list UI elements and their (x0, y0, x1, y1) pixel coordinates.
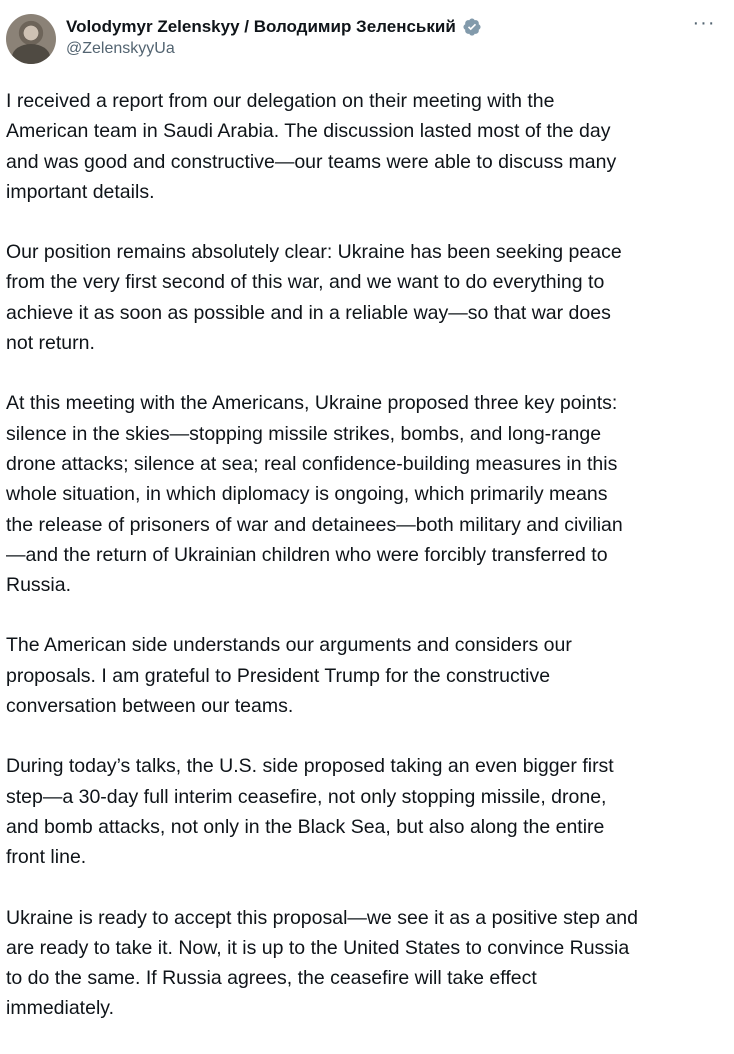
tweet-paragraph-5: During today’s talks, the U.S. side proposed taking an even bigger first step—a 30-day full interim ceasefire, not only stopping missile, drone, and bomb attacks, not only in the Black Sea, but also along the entire front line. (6, 755, 614, 869)
handle[interactable]: @ZelenskyyUa (66, 40, 175, 57)
avatar[interactable] (6, 14, 56, 64)
tweet-paragraph-3: At this meeting with the Americans, Ukraine proposed three key points: silence in the skies—stopping missile strikes, bombs, and long-range drone attacks; silence at sea; real confidence-building measures in this whole situation, in which diplomacy is ongoing, which primarily means the release of prisoners of war and detainees—both military and civilian —and the return of Ukrainian children who were forcibly transferred to Russia. (6, 392, 623, 597)
tweet-paragraph-1: I received a report from our delegation on their meeting with the American team in Saudi Arabia. The discussion lasted most of the day and was good and constructive—our teams were able to discuss many important details. (6, 90, 617, 203)
more-horizontal-icon[interactable]: ··· (692, 12, 716, 34)
tweet-paragraph-4: The American side understands our arguments and considers our proposals. I am grateful to President Trump for the constructive conversation between our teams. (6, 634, 572, 718)
author-names (66, 16, 482, 58)
tweet-header (0, 10, 734, 72)
tweet-paragraph-6: Ukraine is ready to accept this proposal—we see it as a positive step and are ready to take it. Now, it is up to the United States to convince Russia to do the same. If Russia agrees, the ceasefire will take effect immediately. (6, 906, 638, 1020)
tweet-paragraph-2: Our position remains absolutely clear: Ukraine has been seeking peace from the very first second of this war, and we want to do everything to achieve it as soon as possible and in a reliable way—so that war does not return. (6, 241, 622, 355)
tweet-text (6, 86, 722, 1054)
display-name[interactable]: Volodymyr Zelenskyy / Володимир Зеленський (66, 17, 456, 36)
display-name-row (66, 16, 482, 38)
verified-badge-icon[interactable] (462, 17, 482, 37)
